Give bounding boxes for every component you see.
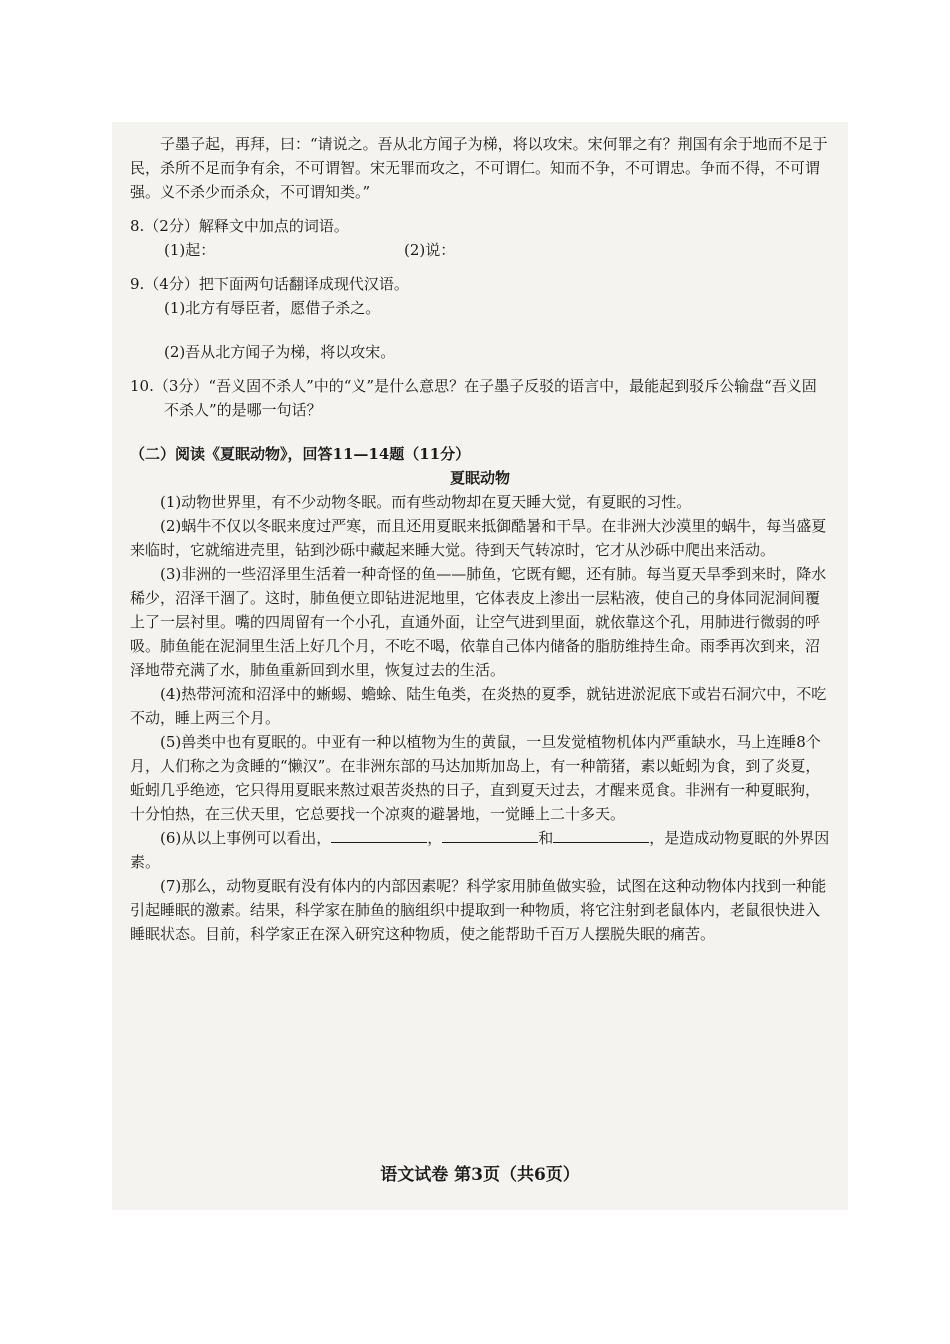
exam-page [112,122,848,1210]
article-paragraph-2: (2)蜗牛不仅以冬眠来度过严寒，而且还用夏眠来抵御酷暑和干旱。在非洲大沙漠里的蜗牛，每当盛夏来临时，它就缩进壳里，钻到沙砾中藏起来睡大觉。待到天气转凉时，它才从沙砾中爬出来活动。 [130,517,827,559]
question-8-stem: 8.（2分）解释文中加点的词语。 [130,217,349,235]
question-9-item-1: (1)北方有辱臣者，愿借子杀之。 [164,299,381,317]
page-content [130,132,830,946]
paragraph-6-sep-1: ， [427,829,443,847]
answer-blank-2[interactable] [442,828,538,843]
article-title: 夏眠动物 [449,469,510,487]
question-9-stem: 9.（4分）把下面两句话翻译成现代汉语。 [130,275,409,293]
passage-ending: 子墨子起，再拜，曰：“请说之。吾从北方闻子为梯，将以攻宋。宋何罪之有？荆国有余于地而不足于民，杀所不足而争有余，不可谓智。宋无罪而攻之，不可谓仁。知而不争，不可谓忠。争而不得，不可谓强。义不杀少而杀众，不可谓知类。” [130,135,828,201]
section-2-heading: （二）阅读《夏眠动物》，回答11—14题（11分） [130,445,471,463]
article-paragraph-3: (3)非洲的一些沼泽里生活着一种奇怪的鱼——肺鱼，它既有鳃，还有肺。每当夏天旱季到来时，降水稀少，沼泽干涸了。这时，肺鱼便立即钻进泥地里，它体表皮上渗出一层粘液，使自己的身体同泥洞间覆上了一层衬里。嘴的四周留有一个小孔，直通外面，让空气进到里面，就依靠这个孔，用肺进行微弱的呼吸。肺鱼能在泥洞里生活上好几个月，不吃不喝，依靠自己体内储备的脂肪维持生命。雨季再次到来，沼泽地带充满了水，肺鱼重新回到水里，恢复过去的生活。 [130,565,827,679]
article-paragraph-5: (5)兽类中也有夏眠的。中亚有一种以植物为生的黄鼠，一旦发觉植物机体内严重缺水，马上连睡8个月，人们称之为贪睡的“懒汉”。在非洲东部的马达加斯加岛上，有一种箭猪，素以蚯蚓为食，到了炎夏，蚯蚓几乎绝迹，它只得用夏眠来熬过艰苦炎热的日子，直到夏天过去，才醒来觅食。非洲有一种夏眠狗，十分怕热，在三伏天里，它总要找一个凉爽的避暑地，一觉睡上二十多天。 [130,733,821,823]
answer-blank-3[interactable] [553,828,649,843]
answer-blank-1[interactable] [331,828,427,843]
article-paragraph-4: (4)热带河流和沼泽中的蜥蜴、蟾蜍、陆生龟类，在炎热的夏季，就钻进淤泥底下或岩石洞穴中，不吃不动，睡上两三个月。 [130,685,827,727]
question-10-stem: 10.（3分）“吾义固不杀人”中的“义”是什么意思？在子墨子反驳的语言中，最能起到驳斥公输盘“吾义固不杀人”的是哪一句话？ [130,377,817,419]
paragraph-6-suffix: ，是造成动物夏眠的外界因素。 [130,829,830,871]
paragraph-6-prefix: (6)从以上事例可以看出， [160,829,332,847]
paragraph-6-sep-2: 和 [538,829,554,847]
question-8-item-2: (2)说： [404,241,456,259]
article-paragraph-1: (1)动物世界里，有不少动物冬眠。而有些动物却在夏天睡大觉，有夏眠的习性。 [160,493,692,511]
question-8-items [130,238,830,262]
page-footer: 语文试卷 第3页（共6页） [380,1165,580,1185]
question-8-item-1: (1)起： [164,241,216,259]
question-9-item-2: (2)吾从北方闻子为梯，将以攻宋。 [164,343,396,361]
article-paragraph-7: (7)那么，动物夏眠有没有体内的内部因素呢？科学家用肺鱼做实验，试图在这种动物体内找到一种能引起睡眠的激素。结果，科学家在肺鱼的脑组织中提取到一种物质，将它注射到老鼠体内，老鼠很快进入睡眠状态。目前，科学家正在深入研究这种物质，使之能帮助千百万人摆脱失眠的痛苦。 [130,877,827,943]
article-paragraph-6 [130,826,830,874]
